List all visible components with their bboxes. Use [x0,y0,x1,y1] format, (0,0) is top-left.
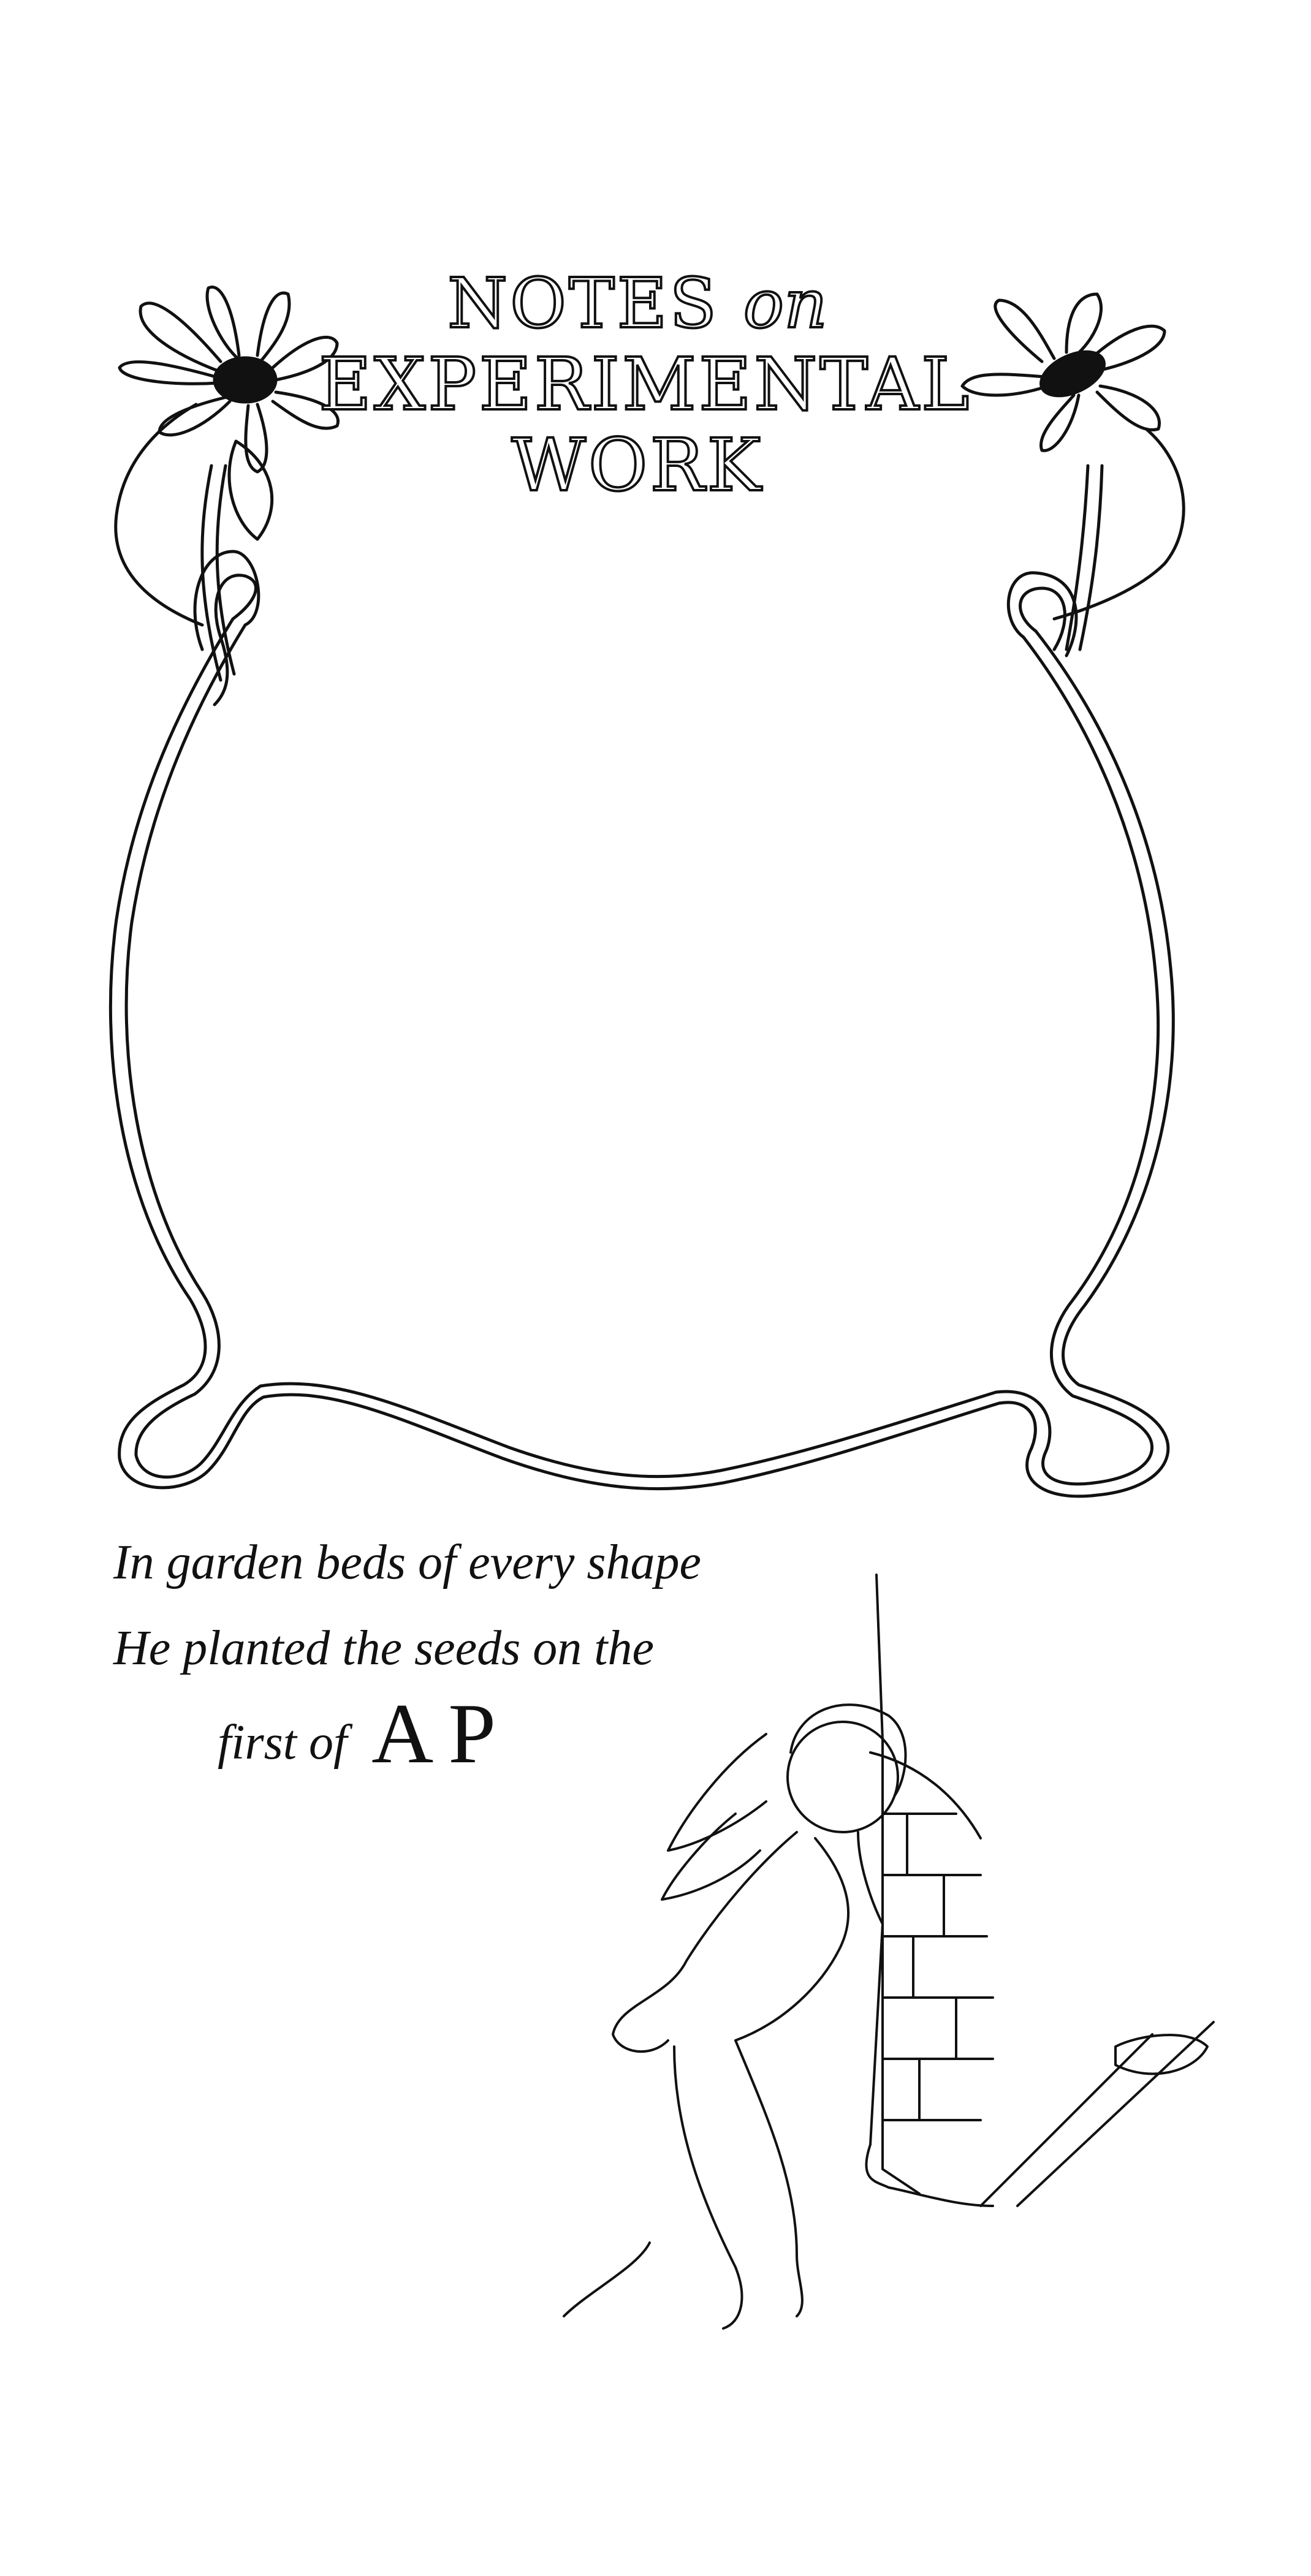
right-flower [962,294,1165,450]
title-line-3: WORK [511,423,764,507]
page-title [319,264,972,507]
verse-block [113,1520,701,1786]
verse-line-3 [113,1686,701,1786]
title-line-2: EXPERIMENTAL [319,342,972,426]
verse-initials: AP [371,1686,511,1781]
ribbon-frame [110,619,1173,1496]
verse-line-1: In garden beds of every shape [113,1536,701,1589]
title-line-1: NOTES [447,264,720,344]
left-flower [120,287,338,472]
verse-line-3-prefix: first of [218,1716,348,1770]
title-script-on: on [743,265,827,343]
verse-line-2: He planted the seeds on the [113,1621,654,1675]
